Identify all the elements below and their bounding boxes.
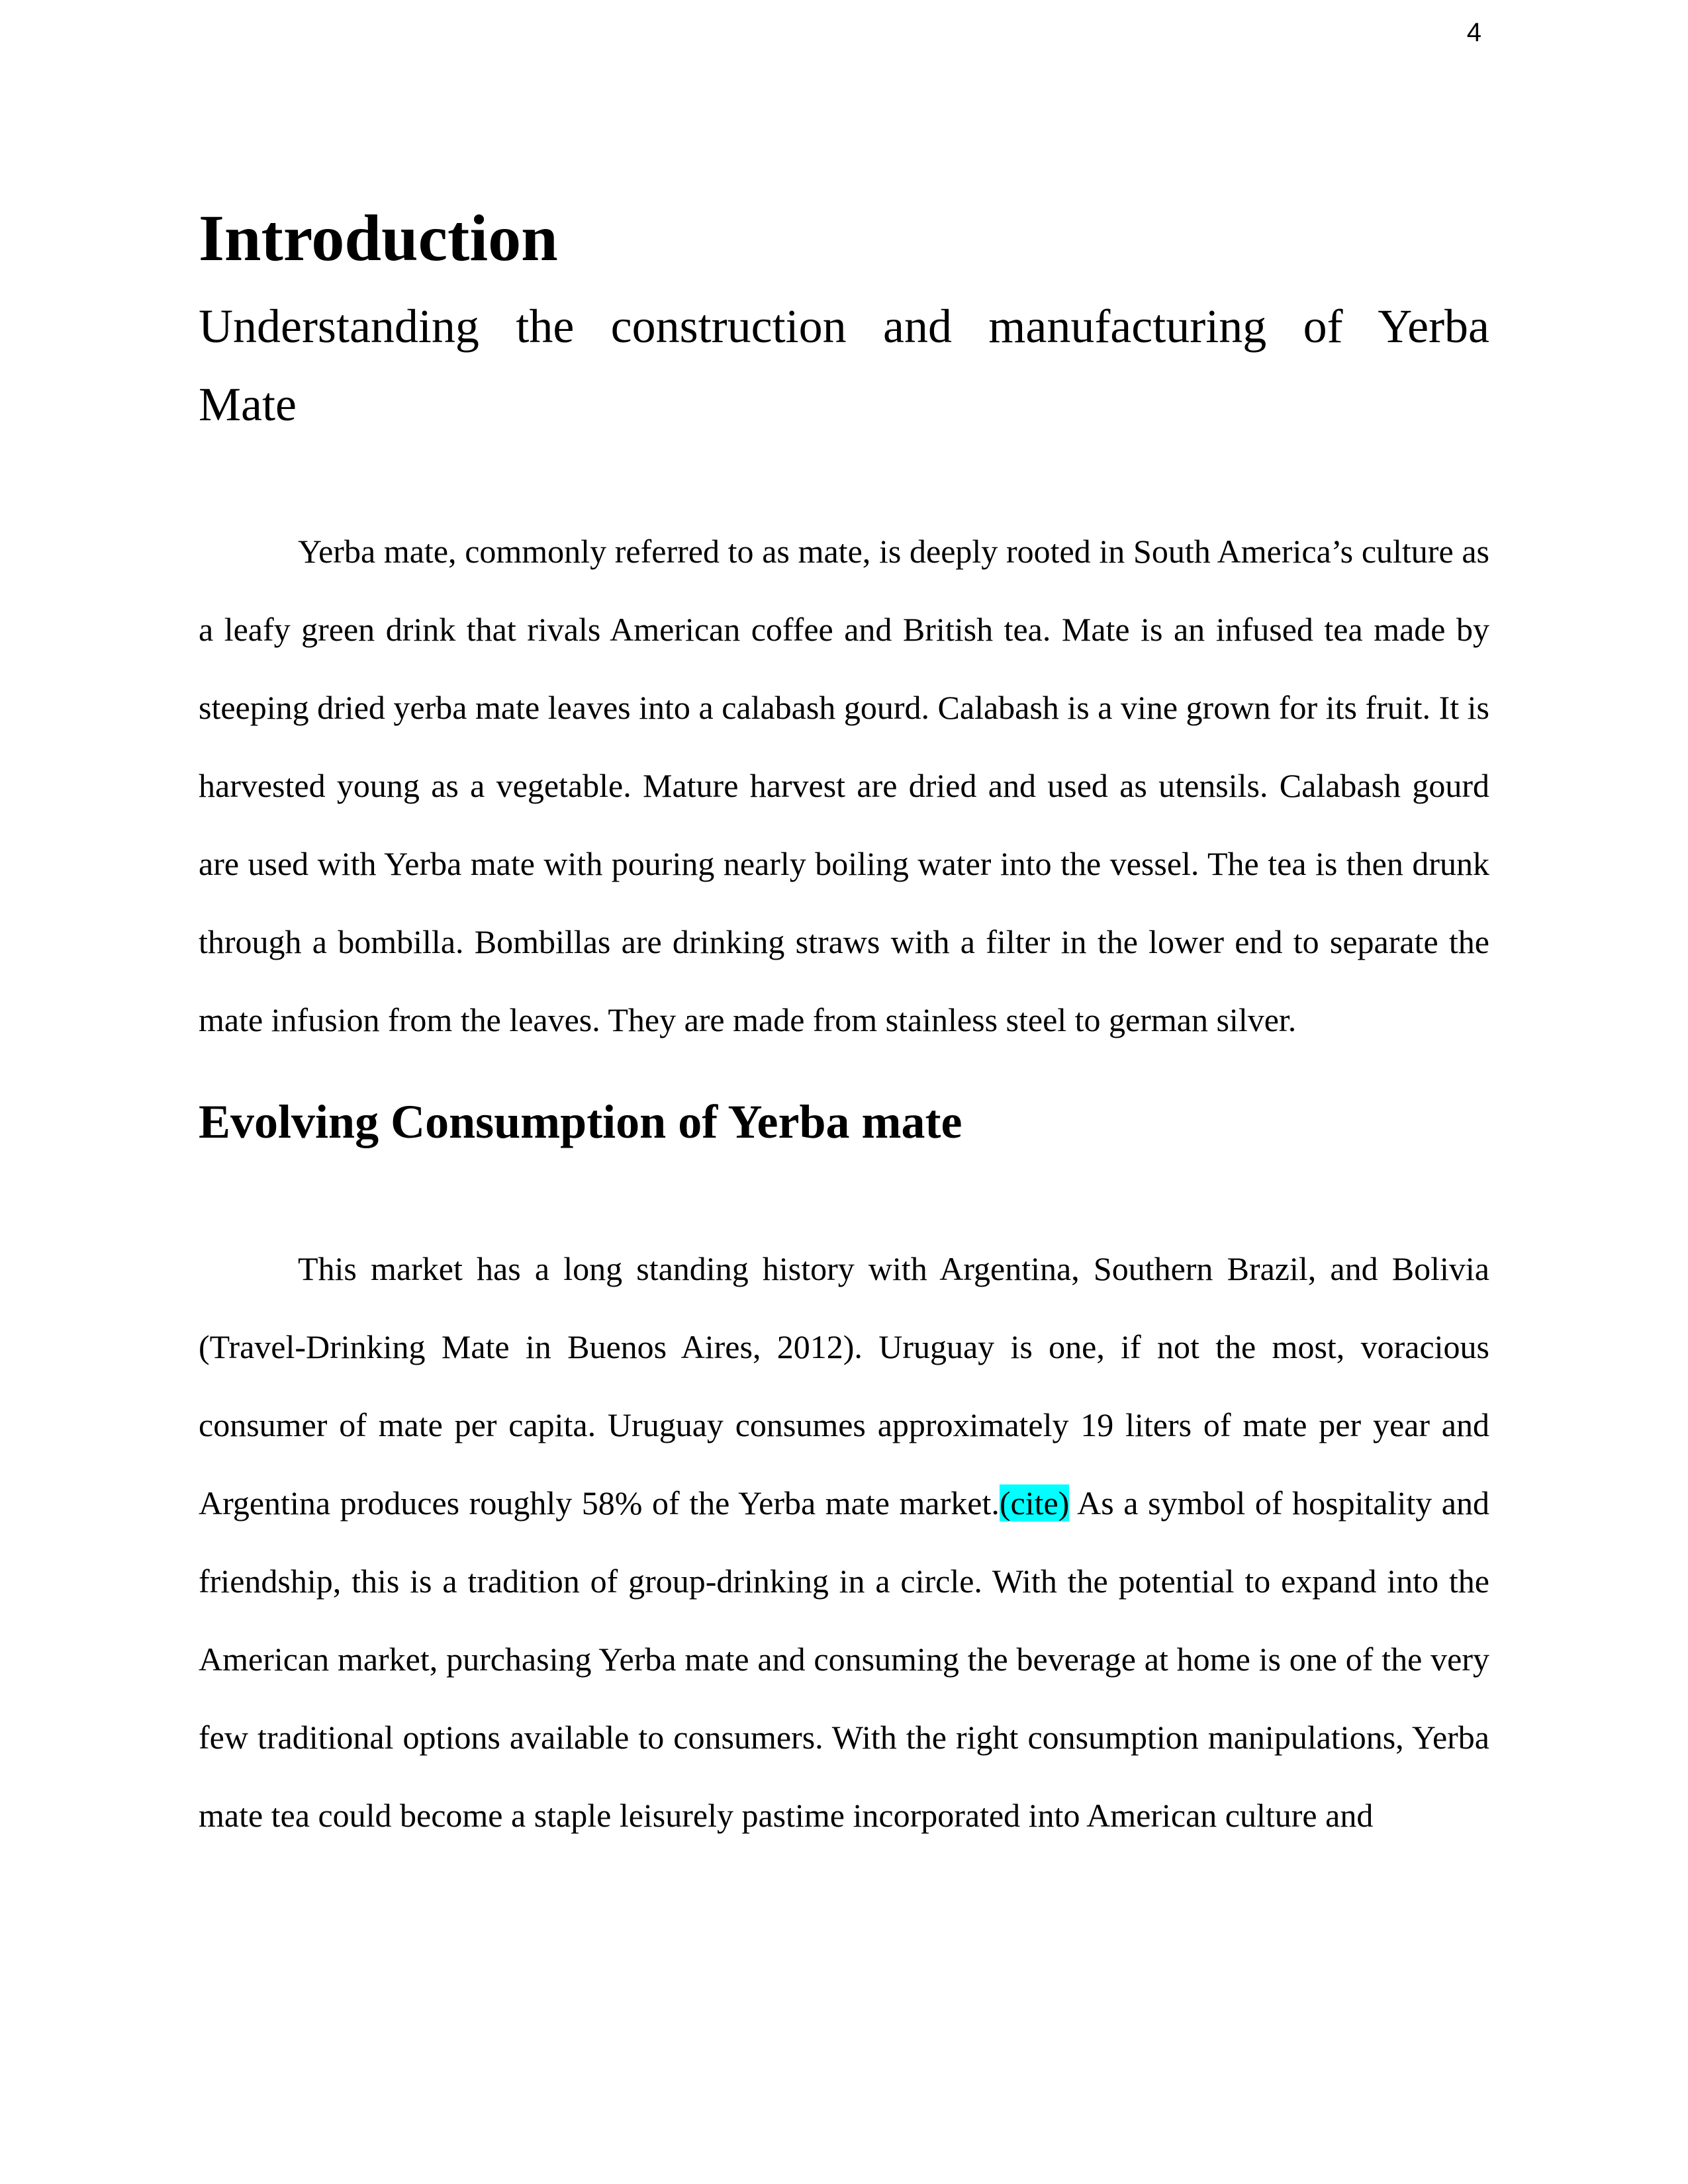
page-number: 4 [1466, 18, 1481, 47]
subtitle-line-1: Understanding the construction and manufacturing of Yerba [199, 300, 1489, 353]
introduction-paragraph: Yerba mate, commonly referred to as mate, is deeply rooted in South America’s culture as a leafy green drink that rivals American coffee and British tea. Mate is an infused tea made by steeping dried yerba mate leaves into a calabash gourd. Calabash is a vine grown for its fruit. It is harvested young as a vegetable. Mature harvest are dried and used as utensils. Calabash gourd are used with Yerba mate with pouring nearly boiling water into the vessel. The tea is then drunk through a bombilla. Bombillas are drinking straws with a filter in the lower end to separate the mate infusion from the leaves. They are made from stainless steel to german silver. [199, 533, 1489, 1038]
cite-marker: (cite) [999, 1484, 1070, 1522]
subtitle-line-2: Mate [199, 378, 297, 431]
consumption-text-before-cite: This market has a long standing history with Argentina, Southern Brazil, and Bolivia (Travel-Drinking Mate in Buenos Aires, 2012). Uruguay is one, if not the most, voracious consumer of mate per capita. Uruguay consumes approximately 19 liters of mate per year and Argentina produces roughly 58% of the Yerba mate market. [199, 1250, 1489, 1522]
subtitle [199, 287, 1489, 443]
consumption-text-after-cite: As a symbol of hospitality and friendship, this is a tradition of group-drinking in a circle. With the potential to expand into the American market, purchasing Yerba mate and consuming the beverage at home is one of the very few traditional options available to consumers. With the right consumption manipulations, Yerba mate tea could become a staple leisurely pastime incorporated into American culture and [199, 1484, 1489, 1834]
document-body [199, 192, 1489, 1854]
consumption-paragraph [199, 1230, 1489, 1854]
subsection-heading: Evolving Consumption of Yerba mate [199, 1095, 962, 1148]
section-title: Introduction [199, 201, 558, 275]
